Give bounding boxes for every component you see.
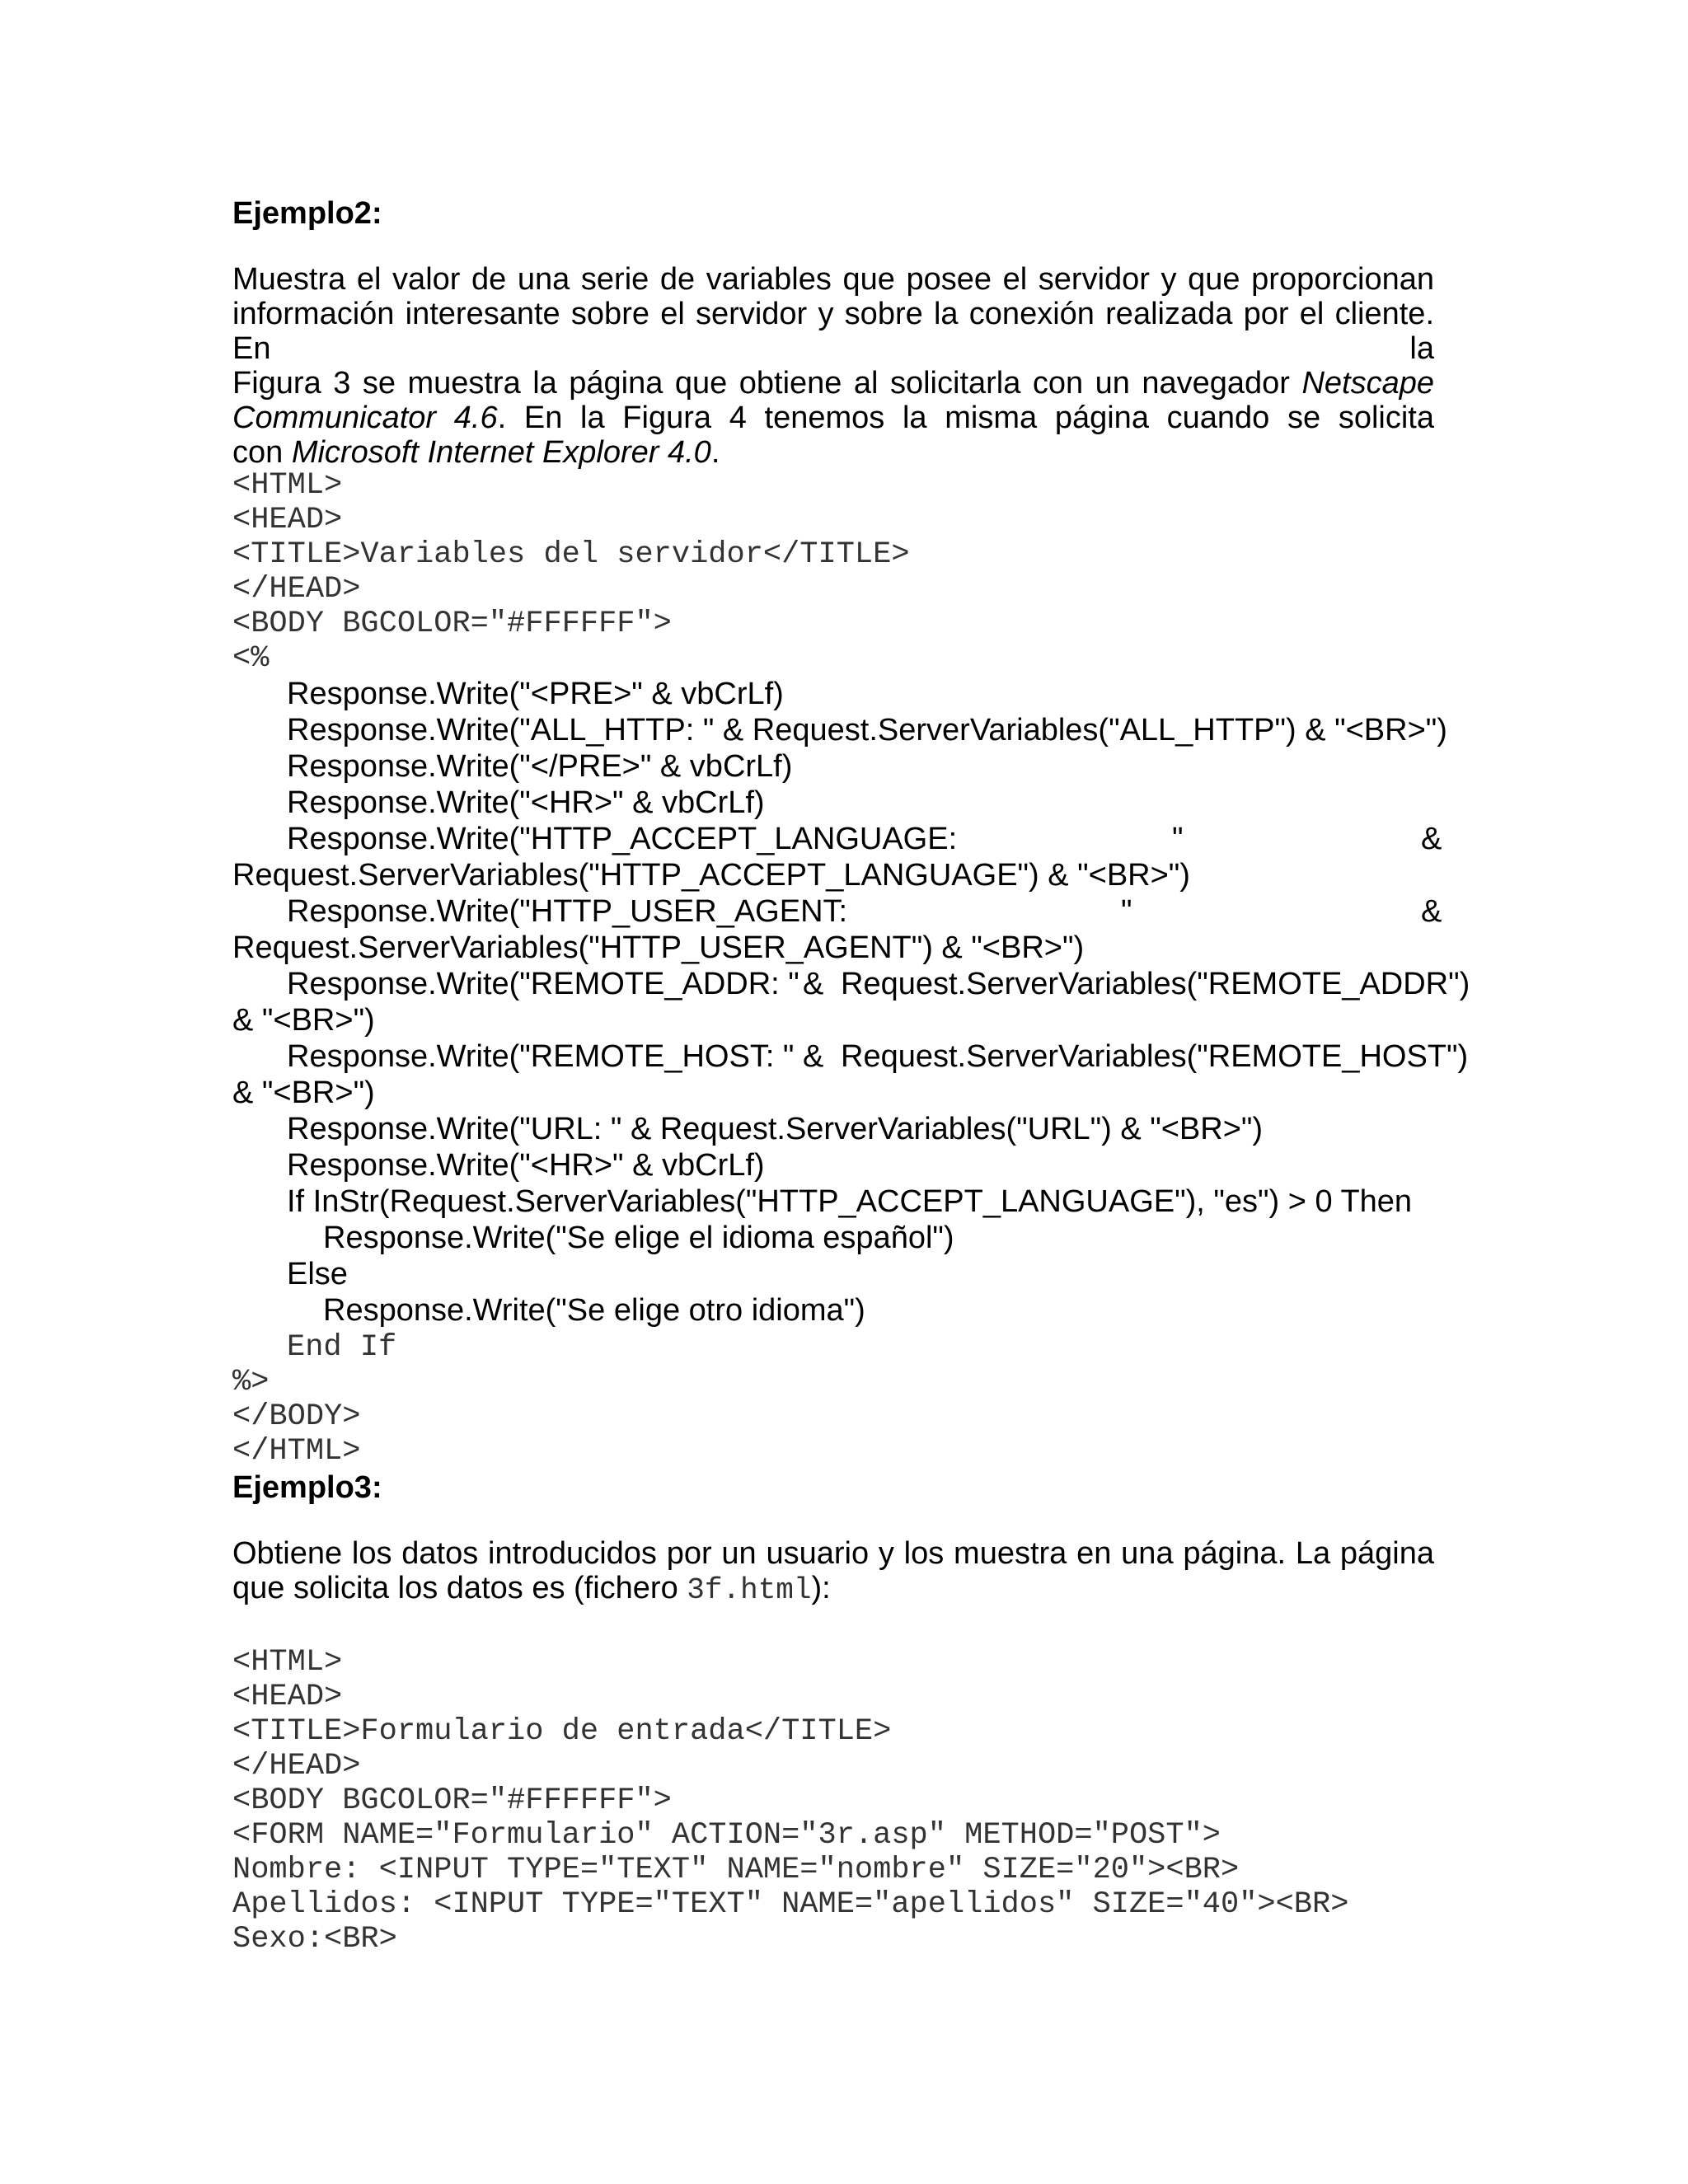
code-line: <HEAD> xyxy=(232,503,343,537)
code-line: <BODY BGCOLOR="#FFFFFF"> xyxy=(232,1783,672,1818)
code-line: </HTML> xyxy=(232,1434,361,1469)
code-line: Response.Write("<PRE>" & vbCrLf) xyxy=(287,677,784,711)
paragraph-ejemplo2 xyxy=(232,262,1434,470)
code-line: Request.ServerVariables("REMOTE_HOST") xyxy=(841,1039,1469,1074)
code-line: <% xyxy=(232,641,270,676)
paragraph-ejemplo3 xyxy=(232,1536,1434,1608)
code-line: Else xyxy=(287,1257,348,1291)
code-line: & "<BR>") xyxy=(232,1076,375,1110)
code-line: <FORM NAME="Formulario" ACTION="3r.asp" METHOD="POST"> xyxy=(232,1818,1221,1853)
heading-ejemplo2: Ejemplo2: xyxy=(232,196,382,231)
code-line: Response.Write("HTTP_USER_AGENT: xyxy=(287,894,848,929)
code-line: Apellidos: <INPUT TYPE="TEXT" NAME="apellidos" SIZE="40"><BR> xyxy=(232,1887,1349,1922)
code-line: " xyxy=(1121,894,1132,929)
code-line: %> xyxy=(232,1365,270,1399)
code-line: & "<BR>") xyxy=(232,1003,375,1038)
code-line: End If xyxy=(287,1330,397,1365)
code-line: & xyxy=(803,1039,824,1074)
code-line: Sexo:<BR> xyxy=(232,1922,397,1957)
code-line: Response.Write("<HR>" & vbCrLf) xyxy=(287,785,765,820)
code-line: <BODY BGCOLOR="#FFFFFF"> xyxy=(232,607,672,641)
code-line: " xyxy=(1172,822,1184,856)
code-line: <HTML> xyxy=(232,468,343,503)
code-line: Response.Write("REMOTE_HOST: " xyxy=(287,1039,795,1074)
code-line: Response.Write("HTTP_ACCEPT_LANGUAGE: xyxy=(287,822,958,856)
code-line: Response.Write("ALL_HTTP: " & Request.ServerVariables("ALL_HTTP") & "<BR>") xyxy=(287,713,1447,748)
code-line: If InStr(Request.ServerVariables("HTTP_ACCEPT_LANGUAGE"), "es") > 0 Then xyxy=(287,1184,1413,1219)
para-line: Communicator 4.6. En la Figura 4 tenemos la misma página cuando se solicita xyxy=(232,401,1434,435)
code-line: </HEAD> xyxy=(232,1749,361,1783)
code-line: & xyxy=(1421,822,1442,856)
para-line: Figura 3 se muestra la página que obtiene al solicitarla con un navegador Netscape xyxy=(232,366,1434,401)
code-line: </BODY> xyxy=(232,1399,361,1434)
code-line: Response.Write("REMOTE_ADDR: " xyxy=(287,967,799,1001)
code-line: Request.ServerVariables("REMOTE_ADDR") xyxy=(841,967,1470,1001)
para-line: Muestra el valor de una serie de variables que posee el servidor y que proporcionan xyxy=(232,262,1434,297)
code-line: Response.Write("Se elige el idioma español") xyxy=(323,1221,954,1255)
code-line: Request.ServerVariables("HTTP_USER_AGENT") & "<BR>") xyxy=(232,930,1085,965)
code-line: Response.Write("<HR>" & vbCrLf) xyxy=(287,1148,765,1183)
code-line: & xyxy=(1421,894,1442,929)
code-line: Response.Write("URL: " & Request.ServerVariables("URL") & "<BR>") xyxy=(287,1112,1264,1146)
para-line: que solicita los datos es (fichero 3f.html): xyxy=(232,1571,831,1607)
code-line: <TITLE>Variables del servidor</TITLE> xyxy=(232,537,910,572)
para-line: Obtiene los datos introducidos por un usuario y los muestra en una página. La página xyxy=(232,1536,1434,1571)
para-line: información interesante sobre el servidor y sobre la conexión realizada por el cliente. En la xyxy=(232,297,1434,366)
code-line: Nombre: <INPUT TYPE="TEXT" NAME="nombre" SIZE="20"><BR> xyxy=(232,1853,1240,1887)
code-line: Response.Write("Se elige otro idioma") xyxy=(323,1293,865,1328)
code-line: <HTML> xyxy=(232,1645,343,1680)
para-line: con Microsoft Internet Explorer 4.0. xyxy=(232,435,720,470)
code-line: Response.Write("</PRE>" & vbCrLf) xyxy=(287,749,793,784)
heading-ejemplo3: Ejemplo3: xyxy=(232,1470,382,1505)
code-line: & xyxy=(803,967,824,1001)
code-line: </HEAD> xyxy=(232,572,361,607)
code-line: Request.ServerVariables("HTTP_ACCEPT_LANGUAGE") & "<BR>") xyxy=(232,858,1190,893)
code-line: <TITLE>Formulario de entrada</TITLE> xyxy=(232,1714,892,1749)
code-line: <HEAD> xyxy=(232,1680,343,1714)
